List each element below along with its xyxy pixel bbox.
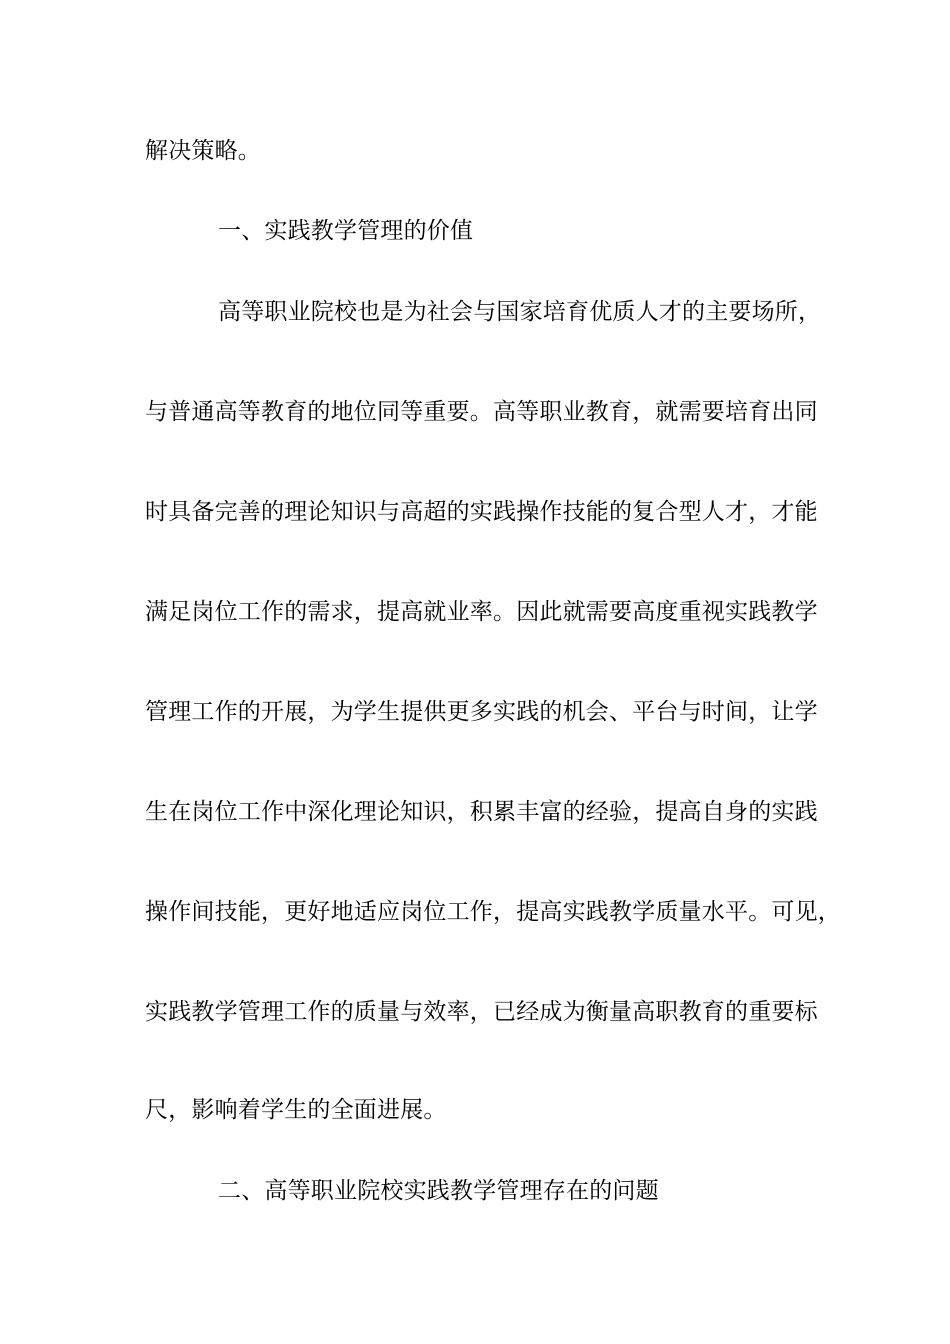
body-text-line: 时具备完善的理论知识与高超的实践操作技能的复合型人才，才能 [145,499,818,525]
paragraph-ending-line: 解决策略。 [145,138,261,164]
section-heading-2: 二、高等职业院校实践教学管理存在的问题 [218,1178,659,1204]
body-text-line: 操作间技能，更好地适应岗位工作，提高实践教学质量水平。可见， [145,899,841,925]
body-text-line: 尺，影响着学生的全面进展。 [145,1097,447,1123]
body-text-line: 高等职业院校也是为社会与国家培育优质人才的主要场所， [218,299,822,325]
body-text-line: 满足岗位工作的需求，提高就业率。因此就需要高度重视实践教学 [145,599,818,625]
body-text-line: 管理工作的开展，为学生提供更多实践的机会、平台与时间，让学 [145,699,818,725]
body-text-line: 生在岗位工作中深化理论知识，积累丰富的经验，提高自身的实践 [145,799,818,825]
body-text-line: 实践教学管理工作的质量与效率，已经成为衡量高职教育的重要标 [145,999,818,1025]
section-heading-1: 一、实践教学管理的价值 [218,218,474,244]
body-text-line: 与普通高等教育的地位同等重要。高等职业教育，就需要培育出同 [145,399,818,425]
